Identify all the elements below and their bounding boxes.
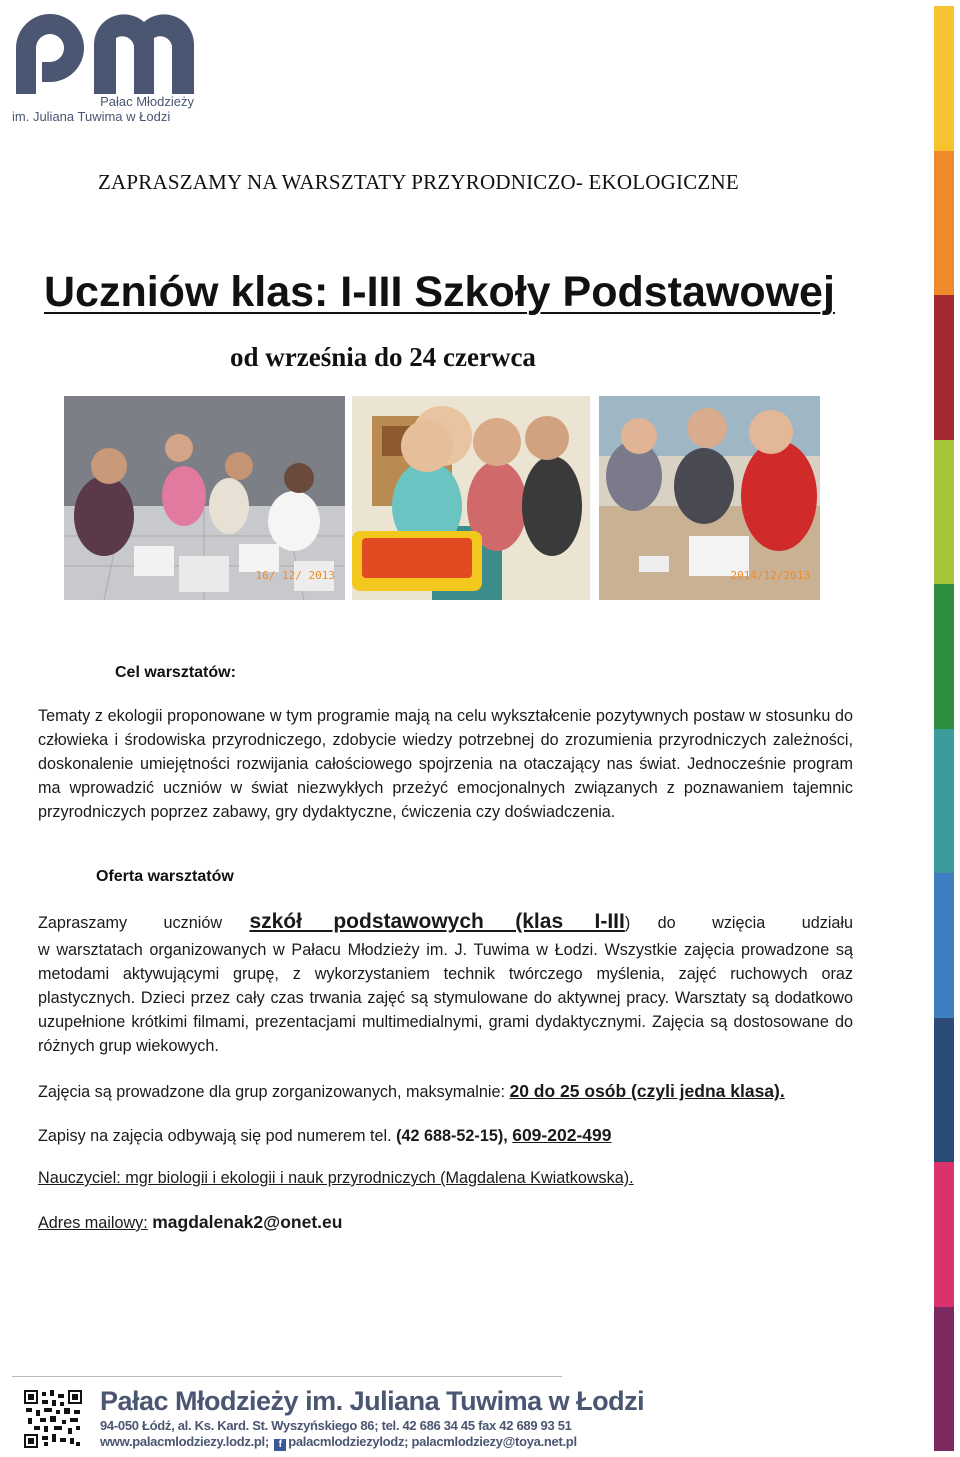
qr-code-icon[interactable]	[24, 1390, 82, 1448]
footer-institution-name: Pałac Młodzieży im. Juliana Tuwima w Łodzi	[100, 1386, 645, 1416]
photo-date-stamp: 16/ 12/ 2013	[255, 569, 335, 582]
audience-heading: Uczniów klas: I-III Szkoły Podstawowej	[44, 268, 835, 316]
signup-line	[38, 1123, 611, 1148]
color-stripe	[934, 6, 954, 1451]
logo-line-1: Pałac Młodzieży	[100, 94, 194, 109]
offer-lead: Zapraszamy uczniów	[38, 914, 223, 932]
groups-line	[38, 1079, 785, 1104]
facebook-icon[interactable]: f	[274, 1439, 286, 1451]
offer-lead-line	[38, 910, 853, 935]
footer-facebook[interactable]: palacmlodziezylodz;	[288, 1434, 409, 1449]
stripe-segment-teal	[934, 729, 954, 874]
teacher-line: Nauczyciel: mgr biologii i ekologii i nauk przyrodniczych (Magdalena Kwiatkowska).	[38, 1169, 634, 1187]
goal-heading: Cel warsztatów:	[115, 664, 236, 681]
offer-paren: )	[624, 914, 631, 932]
photo-children-floor	[64, 396, 345, 600]
palace-logo	[12, 8, 212, 128]
footer-contacts	[100, 1434, 577, 1451]
groups-text: Zajęcia są prowadzone dla grup zorganizowanych, maksymalnie:	[38, 1083, 505, 1101]
stripe-segment-blue	[934, 873, 954, 1018]
photo-children-tray	[352, 396, 590, 600]
offer-text: w warsztatach organizowanych w Pałacu Młodzieży im. J. Tuwima w Łodzi. Wszystkie zajęcia prowadzone są metodami aktywującymi grupę, z wykorzystaniem technik twórczego myślenia, zajęć ruchowych oraz plastycznych. Dzieci przez cały czas trwania zajęć są stymulowane do aktywnej pracy. Warsztaty są dodatkowo uzupełnione krótkimi filmami, prezentacjami multimedialnymi, grami dydaktycznymi. Zajęcia są dostosowane do różnych grup wiekowych.	[38, 941, 853, 1055]
offer-heading: Oferta warsztatów	[96, 868, 234, 885]
footer-website[interactable]: www.palacmlodziezy.lodz.pl;	[100, 1434, 269, 1449]
signup-phone-2: 609-202-499	[512, 1125, 612, 1145]
photo-children-table	[599, 396, 820, 600]
photo-date-stamp: 2014/12/2013	[730, 569, 810, 582]
groups-size: 20 do 25 osób (czyli jedna klasa).	[509, 1081, 785, 1101]
stripe-segment-plum	[934, 1307, 954, 1452]
stripe-segment-navy	[934, 1018, 954, 1163]
goal-text-1: Tematy z ekologii proponowane w tym programie mają na celu wykształcenie pozytywnych postaw w stosunku do człowieka i środowiska przyrodniczego, zdobycie wiedzy potrzebnej do zrozumienia przyrodniczych zależności, doskonalenie umiejętności rozwijania całościowego spojrzenia na otaczający nas świat.	[38, 707, 853, 773]
email-label: Adres mailowy:	[38, 1214, 148, 1232]
stripe-segment-orange	[934, 151, 954, 296]
goal-text-2: Jednocześnie program ma wprowadzić uczniów w świat niezwykłych przeżyć emocjonalnych związanych z poznawaniem tajemnic przyrodniczych poprzez zabawy, gry dydaktyczne, ćwiczenia czy doświadczenia.	[38, 755, 853, 821]
stripe-segment-yellow	[934, 6, 954, 151]
footer-divider	[12, 1376, 562, 1377]
stripe-segment-green	[934, 584, 954, 729]
signup-phone-1: (42 688-52-15),	[396, 1127, 508, 1145]
stripe-segment-red	[934, 295, 954, 440]
offer-lead-end: do wzięcia udziału	[657, 914, 854, 932]
offer-schools: szkół podstawowych (klas I-III	[249, 910, 625, 933]
email-address[interactable]: magdalenak2@onet.eu	[152, 1212, 343, 1232]
goal-text	[38, 704, 853, 824]
invite-heading: ZAPRASZAMY NA WARSZTATY PRZYRODNICZO- EKOLOGICZNE	[98, 170, 739, 194]
stripe-segment-lime	[934, 440, 954, 585]
pm-logo-mark	[12, 8, 212, 94]
signup-text: Zapisy na zajęcia odbywają się pod numerem tel.	[38, 1127, 392, 1145]
email-line	[38, 1210, 342, 1235]
logo-line-2: im. Juliana Tuwima w Łodzi	[12, 109, 171, 124]
stripe-segment-pink	[934, 1162, 954, 1307]
footer-address: 94-050 Łódź, al. Ks. Kard. St. Wyszyńskiego 86; tel. 42 686 34 45 fax 42 689 93 51	[100, 1418, 572, 1433]
dates-heading: od września do 24 czerwca	[230, 342, 536, 372]
footer-email[interactable]: palacmlodziezy@toya.net.pl	[411, 1434, 577, 1449]
